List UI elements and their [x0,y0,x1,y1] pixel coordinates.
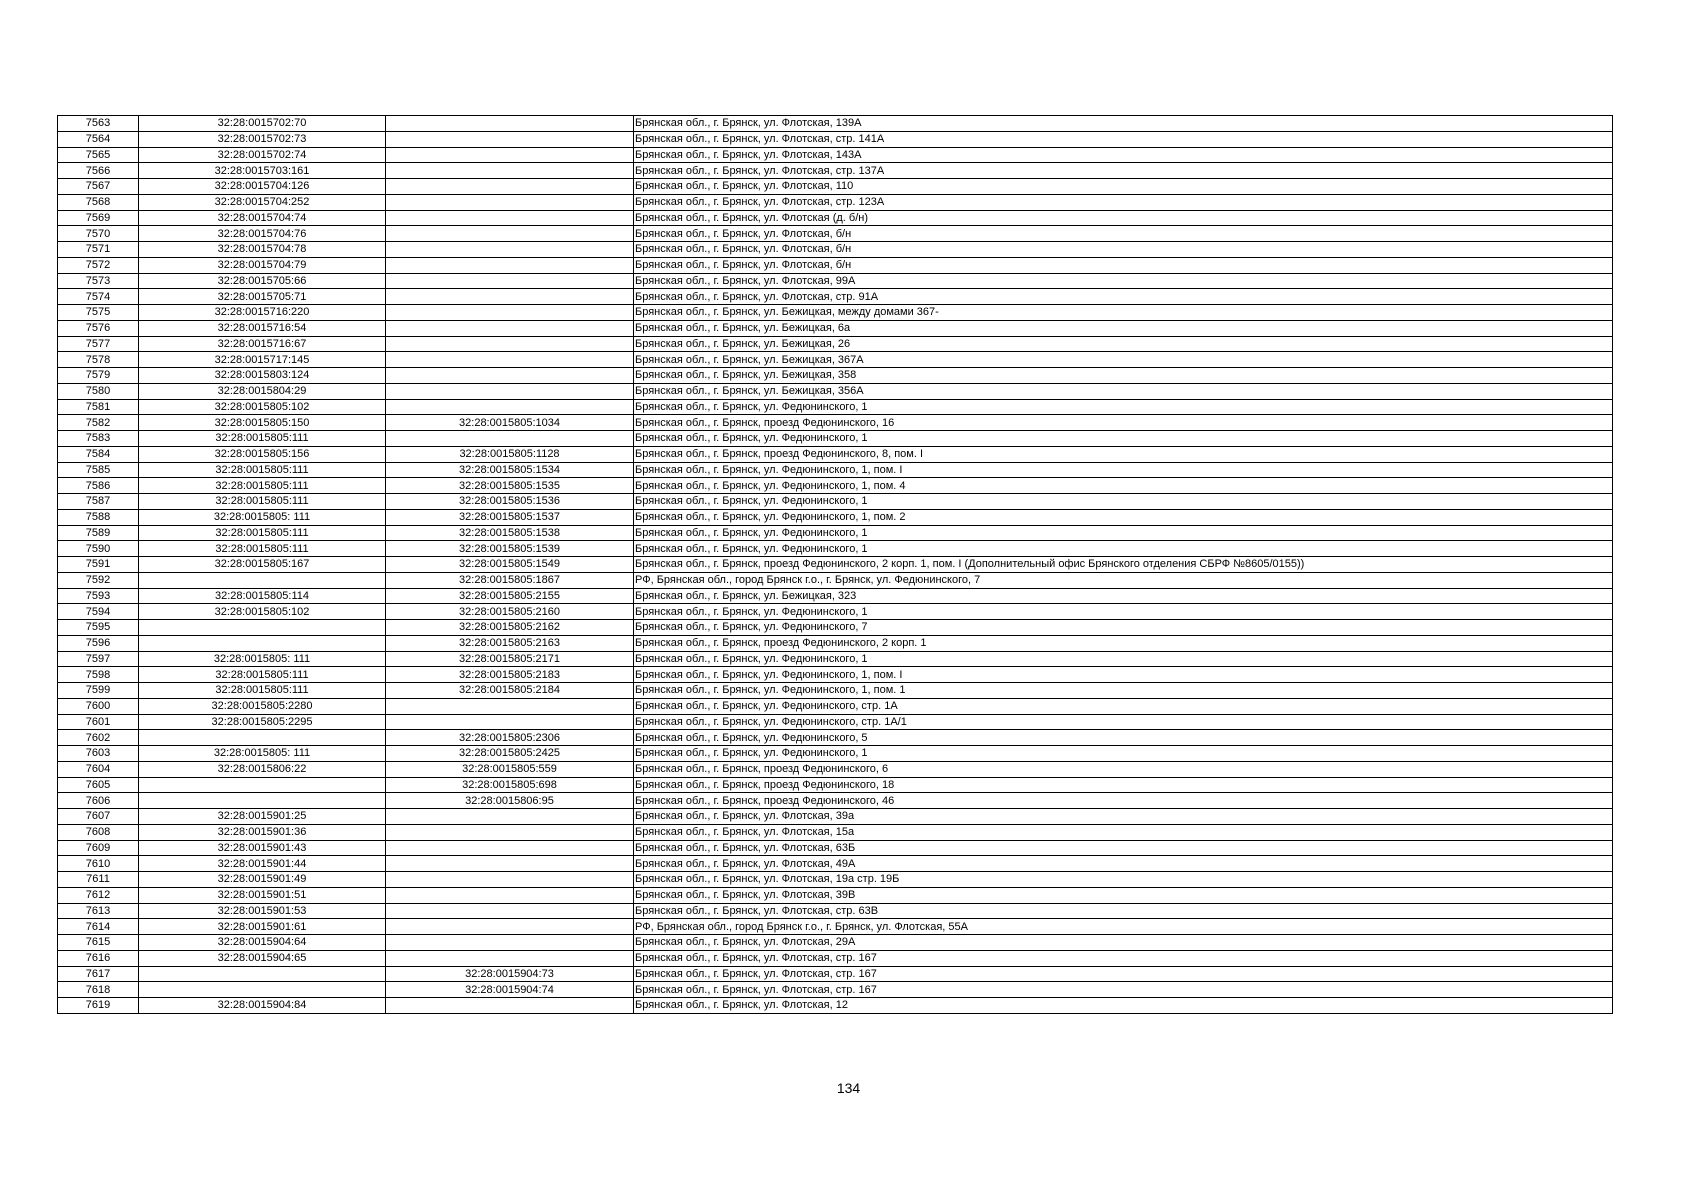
address-cell: Брянская обл., г. Брянск, ул. Бежицкая, 358 [634,368,1613,384]
table-row [58,179,1613,195]
table-row [58,919,1613,935]
cadastral-number-cell: 32:28:0015904:65 [139,950,386,966]
address-cell: Брянская обл., г. Брянск, ул. Флотская, б/н [634,257,1613,273]
building-cadastral-number-cell: 32:28:0015805:1034 [386,415,634,431]
row-number-cell: 7563 [58,116,139,132]
cadastral-number-cell: 32:28:0015805:111 [139,683,386,699]
registry-table [57,115,1613,1014]
building-cadastral-number-cell [386,242,634,258]
row-number-cell: 7575 [58,305,139,321]
row-number-cell: 7578 [58,352,139,368]
row-number-cell: 7576 [58,320,139,336]
address-cell: Брянская обл., г. Брянск, ул. Флотская, 39В [634,887,1613,903]
row-number-cell: 7587 [58,494,139,510]
address-cell: Брянская обл., г. Брянск, проезд Федюнинского, 46 [634,793,1613,809]
address-cell: Брянская обл., г. Брянск, ул. Федюнинского, 1 [634,494,1613,510]
table-row [58,368,1613,384]
table-row [58,683,1613,699]
row-number-cell: 7618 [58,982,139,998]
table-row [58,698,1613,714]
table-row [58,273,1613,289]
table-row [58,242,1613,258]
table-row [58,982,1613,998]
building-cadastral-number-cell [386,210,634,226]
building-cadastral-number-cell: 32:28:0015805:1535 [386,478,634,494]
address-cell: Брянская обл., г. Брянск, ул. Флотская, б/н [634,226,1613,242]
table-row [58,525,1613,541]
row-number-cell: 7612 [58,887,139,903]
table-row [58,131,1613,147]
row-number-cell: 7615 [58,935,139,951]
cadastral-number-cell: 32:28:0015705:66 [139,273,386,289]
row-number-cell: 7579 [58,368,139,384]
cadastral-number-cell: 32:28:0015805:111 [139,525,386,541]
cadastral-number-cell: 32:28:0015716:220 [139,305,386,321]
building-cadastral-number-cell [386,336,634,352]
address-cell: Брянская обл., г. Брянск, ул. Флотская, стр. 123А [634,194,1613,210]
row-number-cell: 7583 [58,431,139,447]
building-cadastral-number-cell [386,714,634,730]
cadastral-number-cell: 32:28:0015704:76 [139,226,386,242]
row-number-cell: 7567 [58,179,139,195]
row-number-cell: 7613 [58,903,139,919]
table-row [58,840,1613,856]
building-cadastral-number-cell: 32:28:0015805:1867 [386,572,634,588]
table-row [58,935,1613,951]
cadastral-number-cell [139,966,386,982]
table-row [58,667,1613,683]
row-number-cell: 7598 [58,667,139,683]
table-row [58,462,1613,478]
table-row [58,793,1613,809]
address-cell: Брянская обл., г. Брянск, ул. Бежицкая, 6а [634,320,1613,336]
row-number-cell: 7580 [58,383,139,399]
cadastral-number-cell [139,572,386,588]
building-cadastral-number-cell [386,194,634,210]
address-cell: Брянская обл., г. Брянск, ул. Федюнинского, 1, пом. I [634,667,1613,683]
cadastral-number-cell: 32:28:0015805:156 [139,446,386,462]
building-cadastral-number-cell [386,809,634,825]
address-cell: Брянская обл., г. Брянск, ул. Флотская (д. б/н) [634,210,1613,226]
address-cell: Брянская обл., г. Брянск, ул. Флотская, стр. 137А [634,163,1613,179]
row-number-cell: 7608 [58,824,139,840]
address-cell: Брянская обл., г. Брянск, ул. Бежицкая, между домами 367- [634,305,1613,321]
cadastral-number-cell: 32:28:0015804:29 [139,383,386,399]
row-number-cell: 7604 [58,761,139,777]
table-row [58,746,1613,762]
cadastral-number-cell: 32:28:0015901:43 [139,840,386,856]
table-row [58,541,1613,557]
row-number-cell: 7601 [58,714,139,730]
address-cell: Брянская обл., г. Брянск, ул. Федюнинского, 1 [634,525,1613,541]
table-row [58,509,1613,525]
cadastral-number-cell: 32:28:0015805:111 [139,478,386,494]
table-row [58,210,1613,226]
table-row [58,320,1613,336]
table-row [58,761,1613,777]
building-cadastral-number-cell [386,131,634,147]
address-cell: Брянская обл., г. Брянск, ул. Бежицкая, 367А [634,352,1613,368]
cadastral-number-cell: 32:28:0015901:51 [139,887,386,903]
table-row [58,572,1613,588]
address-cell: Брянская обл., г. Брянск, ул. Бежицкая, 323 [634,588,1613,604]
address-cell: Брянская обл., г. Брянск, ул. Федюнинского, стр. 1А/1 [634,714,1613,730]
row-number-cell: 7600 [58,698,139,714]
cadastral-number-cell: 32:28:0015704:79 [139,257,386,273]
building-cadastral-number-cell [386,320,634,336]
building-cadastral-number-cell [386,431,634,447]
cadastral-number-cell [139,982,386,998]
building-cadastral-number-cell [386,887,634,903]
cadastral-number-cell: 32:28:0015901:36 [139,824,386,840]
building-cadastral-number-cell: 32:28:0015805:1537 [386,509,634,525]
row-number-cell: 7611 [58,872,139,888]
row-number-cell: 7619 [58,998,139,1014]
address-cell: Брянская обл., г. Брянск, ул. Флотская, 15а [634,824,1613,840]
row-number-cell: 7597 [58,651,139,667]
address-cell: Брянская обл., г. Брянск, ул. Федюнинского, 1 [634,651,1613,667]
building-cadastral-number-cell [386,305,634,321]
building-cadastral-number-cell: 32:28:0015805:1538 [386,525,634,541]
cadastral-number-cell [139,620,386,636]
building-cadastral-number-cell: 32:28:0015805:1549 [386,557,634,573]
building-cadastral-number-cell [386,824,634,840]
address-cell: Брянская обл., г. Брянск, ул. Флотская, стр. 141А [634,131,1613,147]
row-number-cell: 7614 [58,919,139,935]
building-cadastral-number-cell: 32:28:0015904:74 [386,982,634,998]
building-cadastral-number-cell [386,840,634,856]
building-cadastral-number-cell: 32:28:0015805:2155 [386,588,634,604]
cadastral-number-cell: 32:28:0015805:111 [139,667,386,683]
row-number-cell: 7607 [58,809,139,825]
cadastral-number-cell: 32:28:0015901:44 [139,856,386,872]
table-row [58,872,1613,888]
cadastral-number-cell: 32:28:0015806:22 [139,761,386,777]
row-number-cell: 7588 [58,509,139,525]
building-cadastral-number-cell: 32:28:0015805:2160 [386,604,634,620]
row-number-cell: 7572 [58,257,139,273]
table-row [58,383,1613,399]
address-cell: РФ, Брянская обл., город Брянск г.о., г. Брянск, ул. Федюнинского, 7 [634,572,1613,588]
table-row [58,336,1613,352]
row-number-cell: 7584 [58,446,139,462]
address-cell: Брянская обл., г. Брянск, ул. Флотская, 49А [634,856,1613,872]
cadastral-number-cell: 32:28:0015702:73 [139,131,386,147]
address-cell: Брянская обл., г. Брянск, ул. Флотская, стр. 167 [634,950,1613,966]
table-row [58,856,1613,872]
building-cadastral-number-cell [386,399,634,415]
address-cell: Брянская обл., г. Брянск, ул. Федюнинского, стр. 1А [634,698,1613,714]
building-cadastral-number-cell: 32:28:0015805:1534 [386,462,634,478]
table-row [58,730,1613,746]
row-number-cell: 7577 [58,336,139,352]
table-row [58,635,1613,651]
table-row [58,620,1613,636]
building-cadastral-number-cell: 32:28:0015805:2306 [386,730,634,746]
cadastral-number-cell: 32:28:0015805:150 [139,415,386,431]
row-number-cell: 7605 [58,777,139,793]
row-number-cell: 7573 [58,273,139,289]
address-cell: Брянская обл., г. Брянск, ул. Федюнинского, 1 [634,604,1613,620]
cadastral-number-cell: 32:28:0015704:78 [139,242,386,258]
table-row [58,163,1613,179]
row-number-cell: 7581 [58,399,139,415]
row-number-cell: 7610 [58,856,139,872]
cadastral-number-cell: 32:28:0015805:114 [139,588,386,604]
row-number-cell: 7616 [58,950,139,966]
address-cell: Брянская обл., г. Брянск, ул. Флотская, 110 [634,179,1613,195]
address-cell: Брянская обл., г. Брянск, ул. Федюнинского, 1, пом. 1 [634,683,1613,699]
table-row [58,305,1613,321]
table-row [58,226,1613,242]
cadastral-number-cell: 32:28:0015704:252 [139,194,386,210]
cadastral-number-cell: 32:28:0015805:111 [139,494,386,510]
building-cadastral-number-cell [386,257,634,273]
row-number-cell: 7603 [58,746,139,762]
address-cell: Брянская обл., г. Брянск, ул. Федюнинского, 1, пом. 4 [634,478,1613,494]
address-cell: Брянская обл., г. Брянск, ул. Федюнинского, 7 [634,620,1613,636]
building-cadastral-number-cell: 32:28:0015805:1536 [386,494,634,510]
cadastral-number-cell: 32:28:0015904:84 [139,998,386,1014]
row-number-cell: 7594 [58,604,139,620]
table-row [58,399,1613,415]
cadastral-number-cell [139,730,386,746]
building-cadastral-number-cell: 32:28:0015805:2171 [386,651,634,667]
table-row [58,446,1613,462]
address-cell: Брянская обл., г. Брянск, ул. Федюнинского, 1, пом. 2 [634,509,1613,525]
cadastral-number-cell: 32:28:0015805:111 [139,541,386,557]
table-row [58,415,1613,431]
row-number-cell: 7602 [58,730,139,746]
cadastral-number-cell: 32:28:0015803:124 [139,368,386,384]
row-number-cell: 7570 [58,226,139,242]
building-cadastral-number-cell: 32:28:0015805:1539 [386,541,634,557]
address-cell: Брянская обл., г. Брянск, ул. Флотская, стр. 91А [634,289,1613,305]
building-cadastral-number-cell [386,950,634,966]
cadastral-number-cell: 32:28:0015705:71 [139,289,386,305]
address-cell: Брянская обл., г. Брянск, проезд Федюнинского, 18 [634,777,1613,793]
address-cell: Брянская обл., г. Брянск, ул. Флотская, 12 [634,998,1613,1014]
table-row [58,588,1613,604]
table-row [58,352,1613,368]
cadastral-number-cell: 32:28:0015805:111 [139,462,386,478]
row-number-cell: 7617 [58,966,139,982]
cadastral-number-cell: 32:28:0015704:74 [139,210,386,226]
cadastral-number-cell: 32:28:0015805:111 [139,431,386,447]
table-row [58,257,1613,273]
address-cell: Брянская обл., г. Брянск, ул. Флотская, стр. 63В [634,903,1613,919]
cadastral-number-cell: 32:28:0015805:2280 [139,698,386,714]
table-row [58,809,1613,825]
address-cell: Брянская обл., г. Брянск, ул. Федюнинского, 1 [634,541,1613,557]
cadastral-number-cell: 32:28:0015805:2295 [139,714,386,730]
table-row [58,194,1613,210]
building-cadastral-number-cell [386,163,634,179]
building-cadastral-number-cell: 32:28:0015904:73 [386,966,634,982]
address-cell: Брянская обл., г. Брянск, ул. Федюнинского, 1 [634,399,1613,415]
building-cadastral-number-cell: 32:28:0015805:2163 [386,635,634,651]
cadastral-number-cell [139,793,386,809]
row-number-cell: 7592 [58,572,139,588]
row-number-cell: 7568 [58,194,139,210]
row-number-cell: 7574 [58,289,139,305]
address-cell: Брянская обл., г. Брянск, ул. Флотская, б/н [634,242,1613,258]
table-body [58,116,1613,1014]
address-cell: Брянская обл., г. Брянск, ул. Федюнинского, 1, пом. I [634,462,1613,478]
address-cell: Брянская обл., г. Брянск, ул. Флотская, 39а [634,809,1613,825]
building-cadastral-number-cell: 32:28:0015805:559 [386,761,634,777]
row-number-cell: 7586 [58,478,139,494]
table-row [58,998,1613,1014]
address-cell: Брянская обл., г. Брянск, проезд Федюнинского, 2 корп. 1, пом. I (Дополнительный офис Брянского отделения СБРФ №8605/0155)) [634,557,1613,573]
building-cadastral-number-cell [386,179,634,195]
row-number-cell: 7590 [58,541,139,557]
building-cadastral-number-cell [386,226,634,242]
cadastral-number-cell: 32:28:0015716:54 [139,320,386,336]
table-row [58,966,1613,982]
address-cell: РФ, Брянская обл., город Брянск г.о., г. Брянск, ул. Флотская, 55А [634,919,1613,935]
cadastral-number-cell [139,635,386,651]
cadastral-number-cell: 32:28:0015805: 111 [139,746,386,762]
row-number-cell: 7599 [58,683,139,699]
building-cadastral-number-cell: 32:28:0015806:95 [386,793,634,809]
address-cell: Брянская обл., г. Брянск, ул. Федюнинского, 1 [634,746,1613,762]
table-row [58,116,1613,132]
building-cadastral-number-cell [386,116,634,132]
row-number-cell: 7585 [58,462,139,478]
building-cadastral-number-cell [386,903,634,919]
building-cadastral-number-cell [386,352,634,368]
building-cadastral-number-cell: 32:28:0015805:698 [386,777,634,793]
row-number-cell: 7565 [58,147,139,163]
cadastral-number-cell: 32:28:0015904:64 [139,935,386,951]
row-number-cell: 7571 [58,242,139,258]
address-cell: Брянская обл., г. Брянск, проезд Федюнинского, 6 [634,761,1613,777]
address-cell: Брянская обл., г. Брянск, ул. Бежицкая, 356А [634,383,1613,399]
table-row [58,903,1613,919]
address-cell: Брянская обл., г. Брянск, ул. Флотская, 19а стр. 19Б [634,872,1613,888]
cadastral-number-cell: 32:28:0015805: 111 [139,651,386,667]
address-cell: Брянская обл., г. Брянск, ул. Флотская, 143А [634,147,1613,163]
building-cadastral-number-cell [386,368,634,384]
row-number-cell: 7582 [58,415,139,431]
table-row [58,431,1613,447]
cadastral-number-cell: 32:28:0015716:67 [139,336,386,352]
cadastral-number-cell: 32:28:0015717:145 [139,352,386,368]
cadastral-number-cell: 32:28:0015901:49 [139,872,386,888]
cadastral-number-cell: 32:28:0015704:126 [139,179,386,195]
building-cadastral-number-cell [386,998,634,1014]
building-cadastral-number-cell [386,698,634,714]
cadastral-number-cell: 32:28:0015901:25 [139,809,386,825]
cadastral-number-cell: 32:28:0015805:102 [139,399,386,415]
address-cell: Брянская обл., г. Брянск, проезд Федюнинского, 8, пом. I [634,446,1613,462]
row-number-cell: 7591 [58,557,139,573]
table-row [58,478,1613,494]
building-cadastral-number-cell [386,935,634,951]
cadastral-number-cell: 32:28:0015703:161 [139,163,386,179]
building-cadastral-number-cell: 32:28:0015805:2425 [386,746,634,762]
cadastral-number-cell [139,777,386,793]
row-number-cell: 7606 [58,793,139,809]
address-cell: Брянская обл., г. Брянск, ул. Флотская, стр. 167 [634,982,1613,998]
address-cell: Брянская обл., г. Брянск, ул. Флотская, 63Б [634,840,1613,856]
building-cadastral-number-cell [386,273,634,289]
table-row [58,147,1613,163]
building-cadastral-number-cell: 32:28:0015805:2162 [386,620,634,636]
table-row [58,604,1613,620]
cadastral-number-cell: 32:28:0015805: 111 [139,509,386,525]
table-row [58,824,1613,840]
row-number-cell: 7564 [58,131,139,147]
row-number-cell: 7589 [58,525,139,541]
table-row [58,950,1613,966]
building-cadastral-number-cell: 32:28:0015805:2184 [386,683,634,699]
page-number: 134 [836,1080,861,1096]
building-cadastral-number-cell [386,856,634,872]
table-row [58,777,1613,793]
address-cell: Брянская обл., г. Брянск, ул. Флотская, 139А [634,116,1613,132]
building-cadastral-number-cell: 32:28:0015805:1128 [386,446,634,462]
building-cadastral-number-cell [386,289,634,305]
building-cadastral-number-cell [386,383,634,399]
table-row [58,557,1613,573]
row-number-cell: 7593 [58,588,139,604]
building-cadastral-number-cell [386,872,634,888]
table-row [58,289,1613,305]
address-cell: Брянская обл., г. Брянск, ул. Флотская, 29А [634,935,1613,951]
cadastral-number-cell: 32:28:0015805:167 [139,557,386,573]
address-cell: Брянская обл., г. Брянск, ул. Бежицкая, 26 [634,336,1613,352]
building-cadastral-number-cell: 32:28:0015805:2183 [386,667,634,683]
address-cell: Брянская обл., г. Брянск, проезд Федюнинского, 2 корп. 1 [634,635,1613,651]
table-row [58,714,1613,730]
table-row [58,651,1613,667]
cadastral-number-cell: 32:28:0015702:74 [139,147,386,163]
row-number-cell: 7595 [58,620,139,636]
address-cell: Брянская обл., г. Брянск, ул. Федюнинского, 5 [634,730,1613,746]
cadastral-number-cell: 32:28:0015702:70 [139,116,386,132]
building-cadastral-number-cell [386,147,634,163]
cadastral-number-cell: 32:28:0015901:53 [139,903,386,919]
address-cell: Брянская обл., г. Брянск, ул. Флотская, стр. 167 [634,966,1613,982]
row-number-cell: 7566 [58,163,139,179]
row-number-cell: 7569 [58,210,139,226]
address-cell: Брянская обл., г. Брянск, ул. Федюнинского, 1 [634,431,1613,447]
table-row [58,887,1613,903]
row-number-cell: 7596 [58,635,139,651]
building-cadastral-number-cell [386,919,634,935]
cadastral-number-cell: 32:28:0015901:61 [139,919,386,935]
row-number-cell: 7609 [58,840,139,856]
address-cell: Брянская обл., г. Брянск, ул. Флотская, 99А [634,273,1613,289]
table-row [58,494,1613,510]
cadastral-number-cell: 32:28:0015805:102 [139,604,386,620]
address-cell: Брянская обл., г. Брянск, проезд Федюнинского, 16 [634,415,1613,431]
